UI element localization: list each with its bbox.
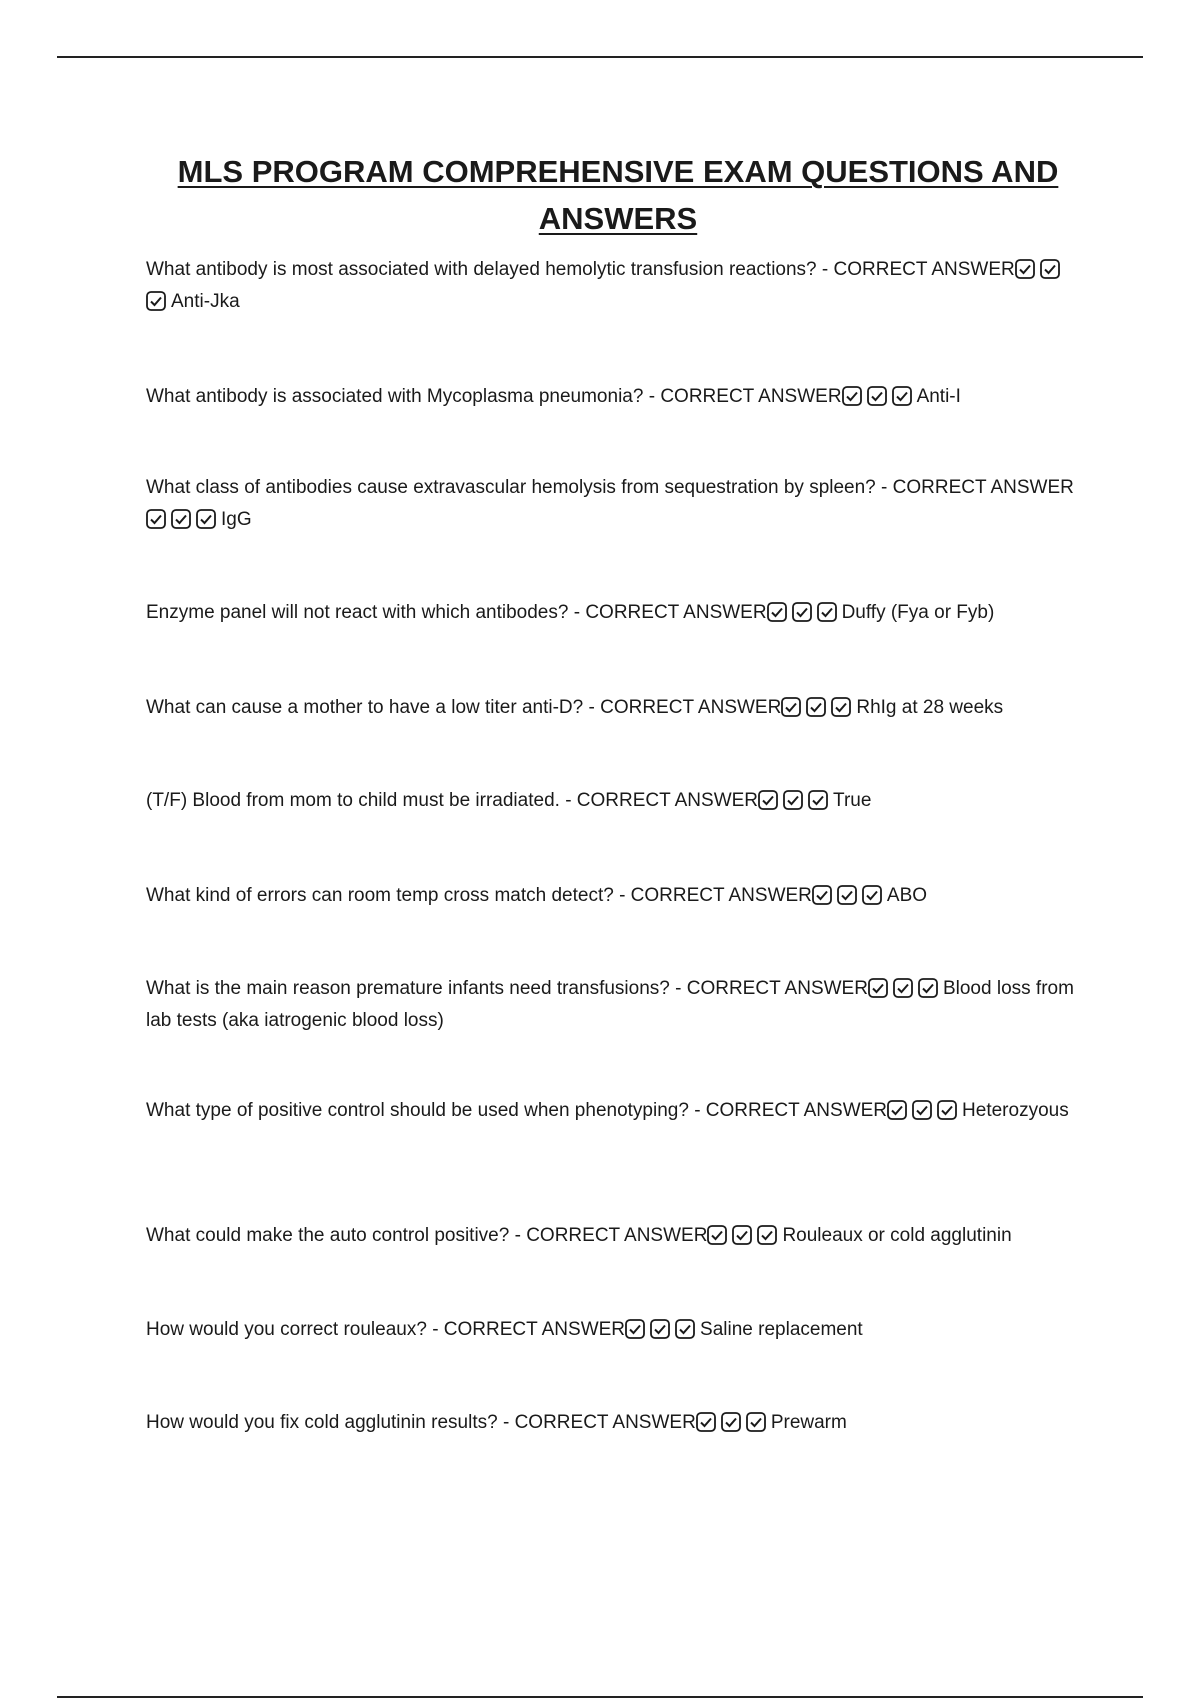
qa-item (146, 1314, 1086, 1346)
checked-box-icon (831, 697, 851, 717)
checked-box-icon (837, 885, 857, 905)
answer-text: Saline replacement (700, 1319, 863, 1340)
question-text: Enzyme panel will not react with which antibodes? (146, 602, 569, 623)
checked-box-icon (171, 509, 191, 529)
checked-box-icon (675, 1319, 695, 1339)
answer-marker: - CORRECT ANSWER (573, 602, 767, 623)
qa-item (146, 692, 1086, 724)
qa-item (146, 1407, 1086, 1439)
answer-text: IgG (221, 509, 252, 530)
question-text: How would you correct rouleaux? (146, 1319, 427, 1340)
checked-box-icon (1040, 259, 1060, 279)
answer-text: ABO (886, 885, 928, 906)
qa-item (146, 597, 1086, 629)
question-text: What type of positive control should be used when phenotyping? (146, 1100, 689, 1121)
answer-text: Duffy (Fya or Fyb) (841, 602, 995, 623)
question-text: (T/F) Blood from mom to child must be irradiated. (146, 790, 560, 811)
checked-box-icon (196, 509, 216, 529)
top-rule (57, 56, 1143, 58)
qa-item (146, 785, 1086, 817)
qa-item (146, 1095, 1086, 1127)
answer-marker: - CORRECT ANSWER (619, 885, 812, 906)
answer-text: Prewarm (770, 1412, 847, 1433)
qa-item (146, 880, 1086, 912)
answer-text: Rouleaux or cold agglutinin (782, 1225, 1012, 1246)
answer-marker: - CORRECT ANSWER (675, 978, 868, 999)
checked-box-icon (696, 1412, 716, 1432)
answer-marker: - CORRECT ANSWER (432, 1319, 626, 1340)
question-text: What antibody is most associated with delayed hemolytic transfusion reactions? (146, 259, 817, 280)
checked-box-icon (893, 978, 913, 998)
document-title: MLS PROGRAM COMPREHENSIVE EXAM QUESTIONS AND ANSWERS (177, 154, 1059, 236)
checked-box-icon (758, 790, 778, 810)
checked-box-icon (817, 602, 837, 622)
qa-item (146, 1220, 1086, 1252)
checked-box-icon (912, 1100, 932, 1120)
question-text: What kind of errors can room temp cross match detect? (146, 885, 614, 906)
answer-marker: - CORRECT ANSWER (588, 697, 782, 718)
checked-box-icon (887, 1100, 907, 1120)
checked-box-icon (808, 790, 828, 810)
checked-box-icon (792, 602, 812, 622)
qa-item (146, 254, 1086, 318)
checked-box-icon (806, 697, 826, 717)
checked-box-icon (867, 386, 887, 406)
checked-box-icon (767, 602, 787, 622)
checked-box-icon (842, 386, 862, 406)
checked-box-icon (732, 1225, 752, 1245)
answer-marker: - CORRECT ANSWER (648, 386, 842, 407)
checked-box-icon (812, 885, 832, 905)
checked-box-icon (783, 790, 803, 810)
answer-marker: - CORRECT ANSWER (881, 477, 1074, 498)
question-text: What class of antibodies cause extravascular hemolysis from sequestration by spleen? (146, 477, 876, 498)
question-text: What can cause a mother to have a low titer anti-D? (146, 697, 584, 718)
checked-box-icon (892, 386, 912, 406)
checked-box-icon (707, 1225, 727, 1245)
checked-box-icon (1015, 259, 1035, 279)
checked-box-icon (937, 1100, 957, 1120)
qa-item (146, 472, 1086, 536)
checked-box-icon (862, 885, 882, 905)
answer-text: RhIg at 28 weeks (856, 697, 1004, 718)
answer-text: Anti-I (916, 386, 961, 407)
question-text: What could make the auto control positive? (146, 1225, 510, 1246)
question-text: What is the main reason premature infants need transfusions? (146, 978, 670, 999)
bottom-rule (57, 1696, 1143, 1698)
question-text: What antibody is associated with Mycoplasma pneumonia? (146, 386, 644, 407)
answer-text: True (833, 790, 872, 811)
checked-box-icon (746, 1412, 766, 1432)
answer-marker: - CORRECT ANSWER (565, 790, 759, 811)
answer-marker: - CORRECT ANSWER (502, 1412, 696, 1433)
answer-marker: - CORRECT ANSWER (821, 259, 1015, 280)
answer-marker: - CORRECT ANSWER (694, 1100, 888, 1121)
checked-box-icon (757, 1225, 777, 1245)
checked-box-icon (781, 697, 801, 717)
answer-text: Heterozyous (962, 1100, 1069, 1121)
qa-item (146, 973, 1086, 1037)
checked-box-icon (146, 291, 166, 311)
checked-box-icon (721, 1412, 741, 1432)
answer-text: Blood loss from lab tests (aka iatrogenic blood loss) (146, 978, 1074, 1031)
answer-text: Anti-Jka (171, 291, 240, 312)
checked-box-icon (625, 1319, 645, 1339)
qa-item (146, 381, 1086, 413)
checked-box-icon (868, 978, 888, 998)
checked-box-icon (146, 509, 166, 529)
answer-marker: - CORRECT ANSWER (514, 1225, 708, 1246)
checked-box-icon (918, 978, 938, 998)
question-text: How would you fix cold agglutinin results? (146, 1412, 498, 1433)
checked-box-icon (650, 1319, 670, 1339)
